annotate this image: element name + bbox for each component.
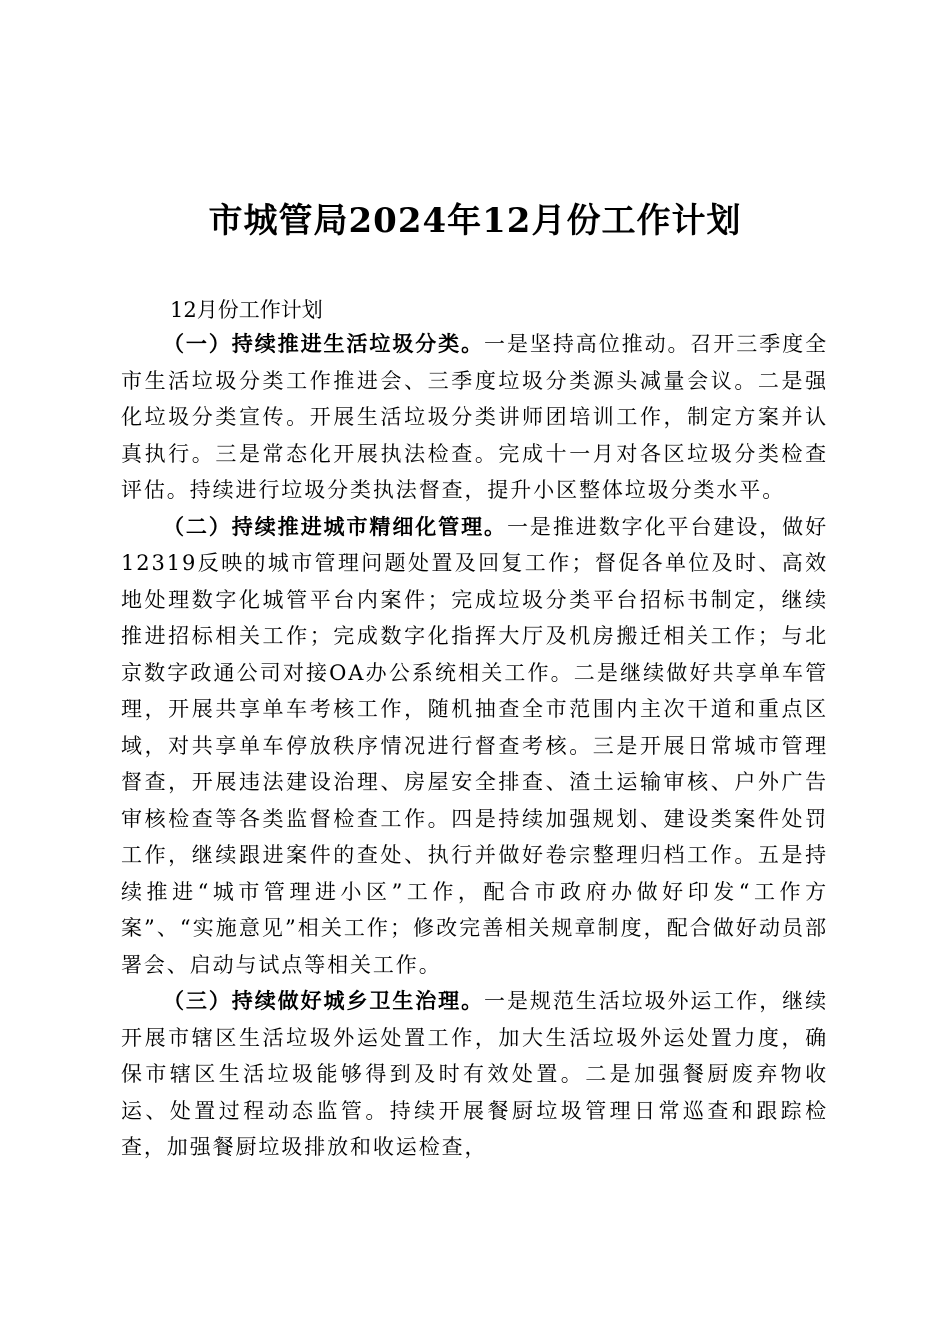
paragraph-2-text: 一是推进数字化平台建设，做好12319反映的城市管理问题处置及回复工作；督促各单位及时、高效地处理数字化城管平台内案件；完成垃圾分类平台招标书制定，继续推进招标相关工作；完成数字化指挥大厅及机房搬迁相关工作；与北京数字政通公司对接OA办公系统相关工作。二是继续做好共享单车管理，开展共享单车考核工作，随机抽查全市范围内主次干道和重点区域，对共享单车停放秩序情况进行督查考核。三是开展日常城市管理督查，开展违法建设治理、房屋安全排查、渣土运输审核、户外广告审核检查等各类监督检查工作。四是持续加强规划、建设类案件处罚工作，继续跟进案件的查处、执行并做好卷宗整理归档工作。五是持续推进“城市管理进小区”工作，配合市政府办做好印发“工作方案”、“实施意见”相关工作；修改完善相关规章制度，配合做好动员部署会、启动与试点等相关工作。	[121, 514, 828, 977]
paragraph-1	[121, 326, 828, 509]
paragraph-3	[121, 983, 828, 1166]
paragraph-3-text: 一是规范生活垃圾外运工作，继续开展市辖区生活垃圾外运处置工作，加大生活垃圾外运处置力度，确保市辖区生活垃圾能够得到及时有效处置。二是加强餐厨废弃物收运、处置过程动态监管。持续开展餐厨垃圾管理日常巡查和跟踪检查，加强餐厨垃圾排放和收运检查，	[121, 989, 828, 1159]
document-body	[121, 326, 828, 1166]
paragraph-1-text: 一是坚持高位推动。召开三季度全市生活垃圾分类工作推进会、三季度垃圾分类源头减量会议。二是强化垃圾分类宣传。开展生活垃圾分类讲师团培训工作，制定方案并认真执行。三是常态化开展执法检查。完成十一月对各区垃圾分类检查评估。持续进行垃圾分类执法督查，提升小区整体垃圾分类水平。	[121, 332, 828, 502]
paragraph-1-heading: （一）持续推进生活垃圾分类。	[163, 331, 485, 356]
document-subtitle: 12月份工作计划	[170, 298, 323, 322]
paragraph-2	[121, 509, 828, 984]
paragraph-2-heading: （二）持续推进城市精细化管理。	[163, 513, 507, 539]
document-title: 市城管局2024年12月份工作计划	[208, 201, 742, 241]
paragraph-3-heading: （三）持续做好城乡卫生治理。	[163, 988, 485, 1013]
